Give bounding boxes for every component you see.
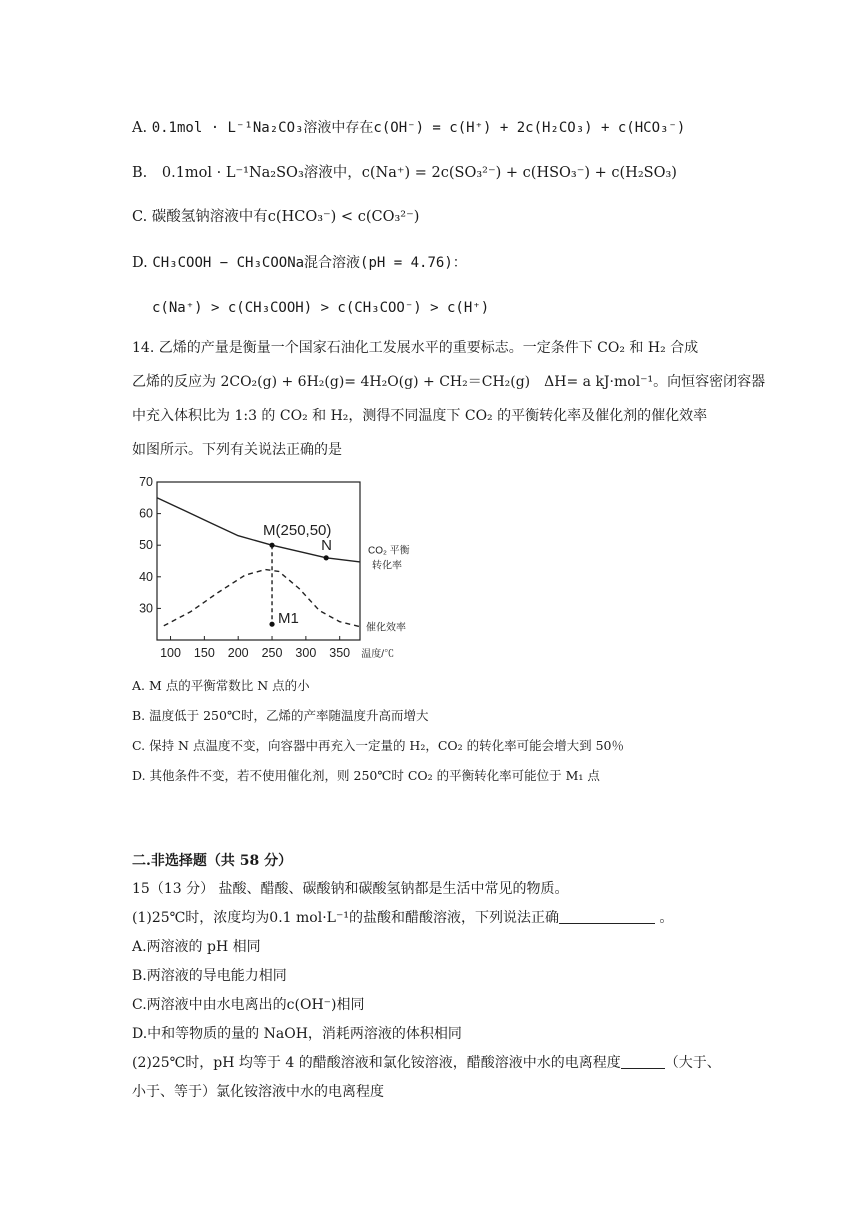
x-tick-label: 300 (295, 646, 317, 660)
q15-part1-text: (1)25℃时，浓度均为0.1 mol·L⁻¹的盐酸和醋酸溶液，下列说法正确 (132, 910, 559, 926)
point-m1-label: M1 (278, 610, 299, 628)
q13-option-b (132, 163, 677, 183)
q15-option-c: C.两溶液中由水电离出的c(OH⁻)相同 (132, 997, 365, 1013)
section2-title: 二.非选择题（共 58 分） (132, 853, 293, 869)
q14-stem-line2: 乙烯的反应为 2CO₂(g) + 6H₂(g)= 4H₂O(g) + CH₂＝CH₂(g) ΔH= a kJ·mol⁻¹。向恒容密闭容器 (132, 374, 766, 390)
conversion-series-label-line2: 转化率 (372, 560, 402, 572)
q14-option-c: C. 保持 N 点温度不变，向容器中再充入一定量的 H₂，CO₂ 的转化率可能会增大到 50％ (132, 738, 625, 753)
q15-option-d: D.中和等物质的量的 NaOH，消耗两溶液的体积相同 (132, 1026, 462, 1042)
co2-conversion-chart (130, 474, 430, 664)
option-letter: A. (132, 120, 148, 136)
point-n-label: N (321, 536, 333, 554)
q13-option-c (132, 207, 419, 227)
q13-option-d-line2: c(Na⁺) > c(CH₃COOH) > c(CH₃COO⁻) > c(H⁺) (152, 300, 490, 316)
efficiency-series-line (164, 570, 360, 627)
option-letter: D. (132, 255, 148, 271)
point-m1 (269, 622, 274, 627)
q13-option-d (132, 253, 467, 273)
x-tick-label: 200 (227, 646, 249, 660)
option-text: CH₃COOH − CH₃COONa混合溶液(pH = 4.76)： (152, 255, 467, 271)
x-tick-label: 350 (329, 646, 351, 660)
q15-part1 (132, 908, 673, 928)
q15-option-a: A.两溶液的 pH 相同 (132, 939, 261, 955)
y-tick-label: 60 (139, 506, 153, 521)
q15-intro: 15（13 分） 盐酸、醋酸、碳酸钠和碳酸氢钠都是生活中常见的物质。 (132, 881, 569, 897)
y-tick-label: 30 (139, 601, 153, 616)
x-tick-label: 100 (160, 646, 181, 660)
q14-option-a: A. M 点的平衡常数比 N 点的小 (132, 678, 310, 693)
x-axis-label: 温度/℃ (361, 649, 395, 660)
option-text: 0.1mol · L⁻¹Na₂CO₃溶液中存在c(OH⁻) = c(H⁺) + 2c(H₂CO₃) + c(HCO₃⁻) (151, 120, 686, 136)
option-text: 碳酸氢钠溶液中有c(HCO₃⁻) < c(CO₃²⁻) (151, 209, 420, 225)
option-letter: B. (132, 165, 148, 181)
q15-part2 (132, 1053, 721, 1073)
q14-stem-line3: 中充入体积比为 1:3 的 CO₂ 和 H₂，测得不同温度下 CO₂ 的平衡转化率及催化剂的催化效率 (132, 408, 708, 424)
y-tick-label: 70 (139, 475, 153, 489)
q14-stem-line1: 14. 乙烯的产量是衡量一个国家石油化工发展水平的重要标志。一定条件下 CO₂ 和 H₂ 合成 (132, 340, 699, 356)
y-tick-label: 50 (139, 538, 153, 553)
q15-option-b: B.两溶液的导电能力相同 (132, 968, 287, 984)
answer-blank (559, 909, 655, 924)
q14-stem-line4: 如图所示。下列有关说法正确的是 (132, 442, 342, 458)
answer-blank (621, 1054, 665, 1069)
x-tick-label: 150 (193, 646, 215, 660)
option-letter: C. (132, 209, 148, 225)
q15-part2-text: (2)25℃时，pH 均等于 4 的醋酸溶液和氯化铵溶液，醋酸溶液中水的电离程度 (132, 1055, 621, 1071)
q13-option-a (132, 118, 685, 138)
point-m (269, 543, 274, 548)
option-text: 0.1mol · L⁻¹Na₂SO₃溶液中，c(Na⁺) = 2c(SO₃²⁻) + c(HSO₃⁻) + c(H₂SO₃) (161, 165, 677, 181)
q15-part2-cont: 小于、等于）氯化铵溶液中水的电离程度 (132, 1084, 384, 1100)
q14-option-b: B. 温度低于 250℃时，乙烯的产率随温度升高而增大 (132, 708, 429, 723)
point-n (324, 555, 329, 560)
efficiency-series-label: 催化效率 (366, 622, 406, 634)
point-m-label: M(250,50) (263, 522, 332, 540)
x-tick-label: 250 (261, 646, 283, 660)
y-tick-label: 40 (139, 569, 153, 584)
q14-option-d: D. 其他条件不变，若不使用催化剂，则 250℃时 CO₂ 的平衡转化率可能位于 M₁ 点 (132, 768, 600, 783)
q15-part1-end: 。 (659, 910, 674, 926)
chart-svg (130, 474, 430, 664)
conversion-series-label: CO₂ 平衡 (368, 545, 410, 557)
q15-part2-options: （大于、 (664, 1055, 721, 1071)
